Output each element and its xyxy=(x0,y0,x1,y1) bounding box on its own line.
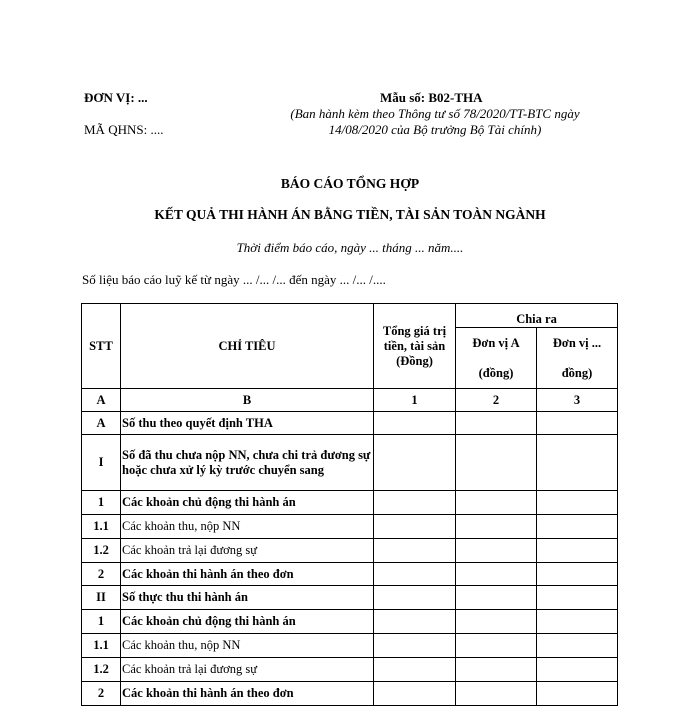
header-stt: STT xyxy=(82,304,121,389)
row-label: Các khoản thi hành án theo đơn xyxy=(121,682,374,706)
code-cell: 2 xyxy=(456,389,537,412)
report-title: BÁO CÁO TỔNG HỢP xyxy=(280,176,420,191)
table-row xyxy=(82,682,618,706)
row-value-cell xyxy=(537,563,618,586)
row-stt: 1.1 xyxy=(82,634,121,658)
row-value-cell xyxy=(456,491,537,515)
row-value-cell xyxy=(537,658,618,682)
header-don-vi-n xyxy=(537,328,618,389)
row-label: Các khoản thu, nộp NN xyxy=(121,515,374,539)
table-row xyxy=(82,563,618,586)
code-row xyxy=(82,389,618,412)
row-label: Số đã thu chưa nộp NN, chưa chi trả đương sự hoặc chưa xử lý kỳ trước chuyển sang xyxy=(121,435,374,491)
row-value-cell xyxy=(456,658,537,682)
header-chia-ra: Chia ra xyxy=(456,304,618,328)
row-label: Các khoản thi hành án theo đơn xyxy=(121,563,374,586)
don-vi-a-label: Đơn vị A xyxy=(472,336,520,350)
row-value-cell xyxy=(374,658,456,682)
row-value-cell xyxy=(374,515,456,539)
row-stt: 1 xyxy=(82,610,121,634)
row-label: Các khoản trả lại đương sự xyxy=(121,658,374,682)
row-stt: 1.1 xyxy=(82,515,121,539)
table-row xyxy=(82,539,618,563)
row-value-cell xyxy=(537,412,618,435)
row-stt: II xyxy=(82,586,121,610)
report-time: Thời điểm báo cáo, ngày ... tháng ... năm.... xyxy=(236,240,464,255)
row-label: Các khoản thu, nộp NN xyxy=(121,634,374,658)
code-cell: A xyxy=(82,389,121,412)
code-cell: B xyxy=(121,389,374,412)
table-row xyxy=(82,586,618,610)
row-label: Số thu theo quyết định THA xyxy=(121,412,374,435)
header-tong-gia-tri: Tổng giá trị tiền, tài sản (Đồng) xyxy=(374,304,456,389)
row-stt: A xyxy=(82,412,121,435)
table-row xyxy=(82,610,618,634)
row-value-cell xyxy=(456,586,537,610)
report-period: Số liệu báo cáo luỹ kế từ ngày ... /... /... đến ngày ... /... /.... xyxy=(82,272,386,287)
table-row xyxy=(82,634,618,658)
row-value-cell xyxy=(537,610,618,634)
header-row-1 xyxy=(82,304,618,328)
row-stt: 1.2 xyxy=(82,658,121,682)
header-don-vi-a xyxy=(456,328,537,389)
row-value-cell xyxy=(537,435,618,491)
row-value-cell xyxy=(537,586,618,610)
row-value-cell xyxy=(374,491,456,515)
row-value-cell xyxy=(456,539,537,563)
row-stt: 1 xyxy=(82,491,121,515)
row-stt: 2 xyxy=(82,563,121,586)
table-row xyxy=(82,658,618,682)
row-value-cell xyxy=(537,491,618,515)
row-value-cell xyxy=(374,610,456,634)
row-value-cell xyxy=(456,682,537,706)
don-vi-a-unit: (đồng) xyxy=(478,366,514,380)
form-number: Mẫu số: B02-THA xyxy=(380,90,483,105)
row-value-cell xyxy=(537,539,618,563)
don-vi-label: ĐƠN VỊ: ... xyxy=(84,90,148,105)
row-value-cell xyxy=(374,682,456,706)
row-value-cell xyxy=(456,610,537,634)
report-table xyxy=(81,303,618,706)
row-label: Các khoản trả lại đương sự xyxy=(121,539,374,563)
row-value-cell xyxy=(456,515,537,539)
row-value-cell xyxy=(374,412,456,435)
row-value-cell xyxy=(374,634,456,658)
table-row xyxy=(82,491,618,515)
row-value-cell xyxy=(374,435,456,491)
header-chi-tieu: CHỈ TIÊU xyxy=(121,304,374,389)
row-value-cell xyxy=(537,515,618,539)
table-body xyxy=(82,412,618,706)
row-value-cell xyxy=(537,682,618,706)
row-stt: I xyxy=(82,435,121,491)
row-label: Các khoản chủ động thi hành án xyxy=(121,491,374,515)
issuance-note-line1: (Ban hành kèm theo Thông tư số 78/2020/TT-BTC ngày xyxy=(290,106,580,121)
table-row xyxy=(82,412,618,435)
code-cell: 1 xyxy=(374,389,456,412)
row-value-cell xyxy=(456,435,537,491)
row-value-cell xyxy=(456,563,537,586)
don-vi-n-unit: đồng) xyxy=(561,366,593,380)
row-stt: 1.2 xyxy=(82,539,121,563)
issuance-note-line2: 14/08/2020 của Bộ trưởng Bộ Tài chính) xyxy=(328,122,542,137)
row-value-cell xyxy=(374,563,456,586)
report-subtitle: KẾT QUẢ THI HÀNH ÁN BẰNG TIỀN, TÀI SẢN TOÀN NGÀNH xyxy=(154,207,546,222)
don-vi-n-label: Đơn vị ... xyxy=(552,336,602,350)
code-cell: 3 xyxy=(537,389,618,412)
ma-qhns-label: MÃ QHNS: .... xyxy=(84,122,164,137)
row-value-cell xyxy=(456,634,537,658)
row-label: Số thực thu thi hành án xyxy=(121,586,374,610)
table-row xyxy=(82,435,618,491)
row-value-cell xyxy=(456,412,537,435)
row-label: Các khoản chủ động thi hành án xyxy=(121,610,374,634)
row-stt: 2 xyxy=(82,682,121,706)
row-value-cell xyxy=(537,634,618,658)
row-value-cell xyxy=(374,586,456,610)
table-row xyxy=(82,515,618,539)
row-value-cell xyxy=(374,539,456,563)
